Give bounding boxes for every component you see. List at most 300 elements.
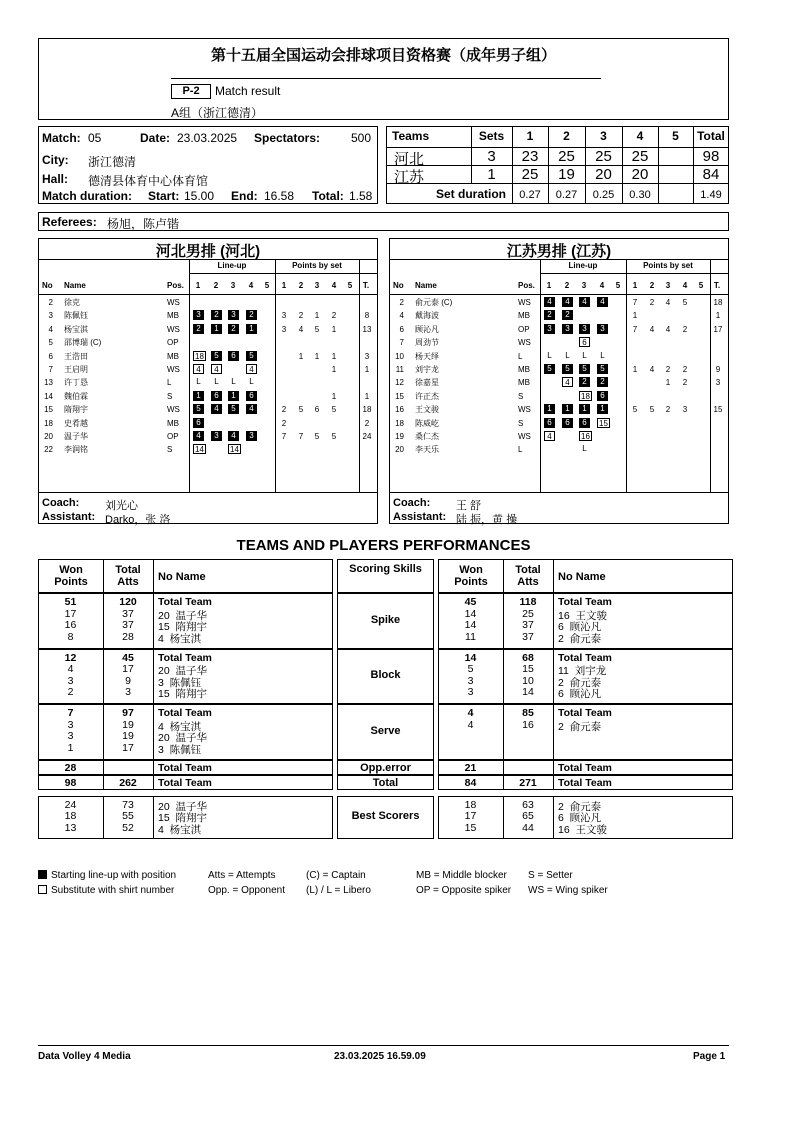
- lineup-libero-cell: L: [196, 377, 201, 387]
- player-entry: 15 隋翔宇: [158, 621, 208, 634]
- no-name-header: No Name: [558, 571, 606, 583]
- points-set-2: 4: [649, 324, 655, 334]
- atts-value: 17: [122, 663, 134, 676]
- atts-value: 9: [125, 674, 131, 687]
- legend-opp: Opp. = Opponent: [208, 885, 286, 896]
- player-name: 戴海波: [415, 311, 439, 321]
- player-row: [390, 323, 728, 336]
- player-name: 徐嘉星: [415, 378, 439, 388]
- points-set-1: 1: [632, 311, 638, 321]
- score-header-teams: Teams: [392, 129, 430, 143]
- points-set-total-header: T.: [362, 281, 370, 290]
- lineup-libero-cell: L: [214, 377, 219, 387]
- points-set-3: 1: [314, 311, 320, 321]
- legend: [38, 868, 738, 902]
- points-set-3: 1: [314, 351, 320, 361]
- points-set-3-header: 3: [314, 281, 320, 290]
- lineup-set-4-header: 4: [599, 281, 605, 290]
- won-points-value: 4: [467, 718, 474, 731]
- player-entry: 20 温子华: [158, 609, 208, 622]
- total-atts-header: Total Atts: [515, 564, 541, 588]
- hall-value: 德清县体育中心体育馆: [88, 174, 209, 188]
- won-points-value: 21: [464, 761, 477, 774]
- footer-timestamp: 23.03.2025 16.59.09: [334, 1051, 426, 1062]
- points-set-2: 1: [298, 351, 304, 361]
- points-total: 1: [364, 391, 370, 401]
- atts-value: 37: [522, 630, 534, 643]
- lineup-start-cell: 6: [562, 418, 573, 428]
- player-row: [390, 390, 728, 403]
- points-set-3: 4: [665, 298, 671, 307]
- player-position: WS: [518, 405, 531, 415]
- score-home-total: 98: [702, 148, 720, 165]
- player-position: MB: [167, 351, 179, 361]
- player-entry: 3 陈佩钰: [158, 676, 202, 689]
- lineup-start-cell: 3: [579, 324, 590, 334]
- player-number: 16: [395, 405, 404, 415]
- team-panel-home: [38, 238, 378, 524]
- score-home-s2: 25: [558, 148, 575, 165]
- player-row: [39, 323, 377, 336]
- player-entry: 4 杨宝淇: [158, 720, 202, 733]
- score-header-1: 1: [526, 129, 534, 143]
- won-points-value: 14: [464, 607, 477, 620]
- points-total: 2: [364, 418, 370, 428]
- atts-value: 271: [519, 776, 537, 789]
- legend-mb: MB = Middle blocker: [416, 870, 507, 881]
- points-set-4: 2: [331, 311, 337, 321]
- player-row: [390, 430, 728, 443]
- lineup-libero-cell: L: [231, 377, 236, 387]
- player-number: 20: [395, 445, 404, 455]
- lineup-start-cell: 2: [544, 310, 555, 320]
- lineup-start-cell: 4: [562, 297, 573, 307]
- points-set-3: 6: [314, 405, 320, 415]
- lineup-sub-cell: 6: [579, 337, 590, 347]
- points-set-4: 1: [331, 391, 337, 401]
- score-home-s1: 23: [521, 148, 539, 165]
- player-entry: 15 隋翔宇: [158, 812, 208, 825]
- points-set-4-header: 4: [682, 281, 688, 290]
- points-total: 1: [715, 311, 721, 321]
- player-position: MB: [167, 418, 179, 428]
- points-set-2-header: 2: [298, 281, 304, 290]
- player-position: WS: [167, 298, 180, 307]
- score-home-s3: 25: [595, 148, 612, 165]
- atts-value: 45: [122, 651, 134, 664]
- lineup-start-cell: 2: [211, 310, 222, 320]
- lineup-sub-cell: 14: [193, 444, 206, 454]
- points-set-4: 1: [331, 365, 337, 374]
- player-number: 18: [395, 418, 404, 428]
- points-set-2: 7: [298, 432, 304, 441]
- points-set-4: 2: [682, 324, 688, 334]
- lineup-start-cell: 3: [246, 431, 257, 441]
- lineup-libero-cell: L: [565, 350, 570, 360]
- atts-value: 3: [125, 686, 131, 699]
- player-entry: 16 王文骏: [558, 823, 608, 836]
- player-position: OP: [167, 338, 179, 348]
- points-set-3: 2: [665, 405, 671, 415]
- match-label: Match:: [42, 131, 81, 145]
- lineup-libero-cell: L: [249, 377, 254, 387]
- team-total-label: Total Team: [158, 596, 212, 608]
- lineup-set-2-header: 2: [213, 281, 219, 290]
- points-set-1: 3: [281, 324, 287, 334]
- set-duration-total: 1.49: [700, 189, 722, 201]
- lineup-start-cell: 6: [246, 391, 257, 401]
- points-set-4: 5: [331, 432, 337, 441]
- lineup-libero-cell: L: [547, 350, 552, 360]
- atts-value: 37: [522, 619, 534, 632]
- team-total-label: Total Team: [158, 776, 212, 789]
- points-set-1: 1: [632, 365, 638, 374]
- points-total: 18: [713, 298, 723, 307]
- player-number: 4: [399, 311, 404, 321]
- won-points-value: 45: [464, 596, 477, 608]
- scoring-skills-header: Scoring Skills: [349, 563, 422, 575]
- team-total-label: Total Team: [558, 776, 612, 789]
- player-row: [39, 430, 377, 443]
- lineup-set-5-header: 5: [615, 281, 621, 290]
- lineup-start-cell: 5: [562, 364, 573, 374]
- lineup-sub-cell: 15: [597, 418, 610, 428]
- end-value: 16.58: [264, 189, 295, 203]
- team-total-label: Total Team: [158, 651, 212, 664]
- player-entry: 2 俞元泰: [558, 720, 602, 733]
- lineup-start-cell: 3: [562, 324, 573, 334]
- won-points-value: 15: [464, 821, 477, 834]
- player-entry: 2 俞元泰: [558, 676, 602, 689]
- lineup-set-5-header: 5: [264, 281, 270, 290]
- page-title: 第十五届全国运动会排球项目资格赛（成年男子组）: [210, 47, 556, 64]
- lineup-start-cell: 4: [597, 297, 608, 307]
- player-number: 13: [44, 378, 53, 388]
- team-total-label: Total Team: [558, 761, 612, 774]
- lineup-start-cell: 2: [193, 324, 204, 334]
- lineup-start-cell: 6: [597, 391, 608, 401]
- player-entry: 3 陈佩钰: [158, 743, 202, 756]
- points-set-3: 5: [314, 324, 320, 334]
- points-total: 18: [362, 405, 372, 415]
- player-entry: 4 杨宝淇: [158, 632, 202, 645]
- lineup-set-4-header: 4: [248, 281, 254, 290]
- player-name: 王启明: [64, 365, 88, 374]
- player-entry: 16 王文骏: [558, 609, 608, 622]
- player-position: MB: [518, 311, 530, 321]
- atts-value: 10: [522, 674, 534, 687]
- player-name: 陈佩钰: [64, 311, 88, 321]
- col-no-header: No: [393, 281, 404, 290]
- lineup-start-cell: 5: [193, 404, 204, 414]
- filled-square-icon: [38, 870, 47, 879]
- player-row: [390, 417, 728, 430]
- points-set-1: 2: [281, 405, 287, 415]
- won-points-value: 1: [67, 741, 74, 754]
- score-header-4: 4: [636, 129, 644, 143]
- lineup-start-cell: 1: [246, 324, 257, 334]
- player-number: 2: [399, 298, 404, 307]
- player-row: [390, 350, 728, 363]
- player-row: [39, 376, 377, 389]
- player-row: [390, 403, 728, 416]
- player-number: 19: [395, 432, 404, 441]
- lineup-start-cell: 6: [193, 418, 204, 428]
- lineup-start-cell: 5: [211, 351, 222, 361]
- lineup-sub-cell: 14: [228, 444, 241, 454]
- won-points-value: 14: [464, 651, 477, 664]
- lineup-header: Line-up: [568, 261, 598, 270]
- assistant-names: 陆 振，黄 操: [456, 514, 518, 526]
- lineup-set-1-header: 1: [195, 281, 201, 290]
- won-points-value: 3: [67, 730, 74, 743]
- player-row: [390, 376, 728, 389]
- lineup-start-cell: 6: [579, 418, 590, 428]
- won-points-value: 18: [64, 810, 77, 823]
- lineup-start-cell: 2: [562, 310, 573, 320]
- points-set-3: 2: [665, 365, 671, 374]
- start-label: Start:: [148, 189, 180, 203]
- lineup-sub-cell: 4: [193, 364, 204, 374]
- points-set-1: 2: [281, 418, 287, 428]
- legend-ws: WS = Wing spiker: [528, 885, 608, 896]
- score-header-sets: Sets: [478, 129, 505, 143]
- atts-value: 19: [122, 718, 134, 731]
- points-set-2: 2: [649, 298, 655, 307]
- score-away-s3: 20: [595, 166, 612, 183]
- player-number: 6: [399, 324, 404, 334]
- won-points-value: 2: [67, 686, 74, 699]
- total-atts-header: Total Atts: [115, 564, 141, 588]
- score-table: [386, 126, 729, 204]
- points-set-1: 3: [281, 311, 287, 321]
- assistant-label: Assistant:: [393, 511, 447, 523]
- won-points-value: 98: [64, 776, 77, 789]
- coach-name: 刘光心: [105, 500, 138, 512]
- player-number: 11: [395, 365, 404, 374]
- lineup-start-cell: 6: [228, 351, 239, 361]
- lineup-sub-cell: 4: [562, 377, 573, 387]
- legend-captain: (C) = Captain: [306, 870, 366, 881]
- points-set-2: 4: [649, 365, 655, 374]
- player-number: 12: [395, 378, 404, 388]
- points-set-4: 2: [682, 365, 688, 374]
- points-header: Points by set: [643, 261, 693, 270]
- lineup-sub-cell: 18: [579, 391, 592, 401]
- lineup-start-cell: 5: [597, 364, 608, 374]
- player-name: 刘宇龙: [415, 365, 439, 374]
- player-position: L: [518, 351, 523, 361]
- player-position: MB: [518, 365, 530, 374]
- player-position: WS: [167, 324, 180, 334]
- skill-block: Block: [370, 669, 401, 682]
- player-number: 5: [48, 338, 53, 348]
- lineup-start-cell: 1: [193, 391, 204, 401]
- player-entry: 20 温子华: [158, 800, 208, 813]
- player-position: S: [167, 445, 173, 455]
- atts-value: 85: [522, 707, 534, 719]
- player-position: S: [518, 391, 524, 401]
- spectators-value: 500: [351, 131, 372, 145]
- points-set-3: 4: [665, 324, 671, 334]
- atts-value: 37: [122, 607, 134, 620]
- won-points-value: 3: [467, 674, 474, 687]
- player-row: [39, 350, 377, 363]
- score-header-3: 3: [600, 129, 607, 143]
- player-name: 温子华: [64, 432, 88, 441]
- points-set-3: 5: [314, 432, 320, 441]
- won-points-header: Won Points: [54, 564, 88, 588]
- points-set-4: 1: [331, 351, 337, 361]
- player-number: 18: [44, 418, 53, 428]
- skill-total: Total: [372, 776, 399, 789]
- group-label: A组（浙江德清）: [171, 106, 264, 120]
- legend-libero: (L) / L = Libero: [306, 885, 371, 896]
- duration-label: Match duration:: [42, 189, 132, 203]
- player-row: [390, 309, 728, 322]
- player-row: [39, 363, 377, 376]
- score-home-sets: 3: [487, 148, 496, 165]
- skill-opp-error: Opp.error: [360, 761, 411, 774]
- lineup-start-cell: 3: [193, 310, 204, 320]
- lineup-start-cell: 5: [228, 404, 239, 414]
- legend-atts: Atts = Attempts: [208, 870, 276, 881]
- player-row: [390, 296, 728, 309]
- lineup-set-3-header: 3: [230, 281, 236, 290]
- player-name: 许丁恳: [64, 378, 88, 388]
- score-away-total: 84: [702, 166, 720, 183]
- player-number: 22: [44, 445, 53, 455]
- hall-label: Hall:: [42, 172, 69, 186]
- player-entry: 20 温子华: [158, 665, 208, 678]
- player-number: 15: [395, 391, 404, 401]
- won-points-value: 8: [67, 630, 74, 643]
- lineup-start-cell: 2: [228, 324, 239, 334]
- player-row: [390, 443, 728, 456]
- won-points-value: 84: [464, 776, 477, 789]
- legend-starting: Starting line-up with position: [38, 870, 176, 881]
- points-total: 1: [364, 365, 370, 374]
- points-set-total-header: T.: [713, 281, 721, 290]
- won-points-value: 24: [64, 798, 77, 811]
- player-name: 李润铭: [64, 445, 88, 455]
- player-entry: 2 俞元泰: [558, 632, 602, 645]
- legend-op: OP = Opposite spiker: [416, 885, 512, 896]
- player-position: L: [518, 445, 523, 455]
- lineup-start-cell: 3: [228, 310, 239, 320]
- player-name: 魏伯霖: [64, 391, 88, 401]
- won-points-value: 3: [67, 718, 74, 731]
- player-entry: 15 隋翔宇: [158, 688, 208, 701]
- team-total-label: Total Team: [158, 707, 212, 719]
- points-total: 24: [362, 432, 372, 441]
- assistant-label: Assistant:: [42, 511, 96, 523]
- won-points-value: 4: [467, 707, 474, 719]
- player-position: WS: [167, 405, 180, 415]
- player-position: WS: [518, 338, 531, 348]
- points-total: 17: [713, 324, 723, 334]
- player-entry: 2 俞元泰: [558, 800, 602, 813]
- set-duration-label: Set duration: [435, 187, 506, 201]
- player-row: [390, 336, 728, 349]
- team-total-label: Total Team: [558, 596, 612, 608]
- atts-value: 120: [119, 596, 137, 608]
- set-duration-2: 0.27: [555, 189, 578, 201]
- total-value: 1.58: [349, 189, 373, 203]
- atts-value: 65: [522, 810, 534, 823]
- won-points-value: 18: [464, 798, 477, 811]
- set-duration-4: 0.30: [629, 189, 651, 201]
- player-position: WS: [518, 432, 531, 441]
- lineup-libero-cell: L: [600, 350, 605, 360]
- lineup-set-3-header: 3: [581, 281, 587, 290]
- player-name: 史肴越: [64, 418, 88, 428]
- points-set-4: 3: [682, 405, 688, 415]
- atts-value: 262: [119, 776, 137, 789]
- points-set-2: 5: [649, 405, 655, 415]
- report-code: P-2: [171, 84, 211, 99]
- won-points-value: 28: [64, 761, 77, 774]
- won-points-value: 51: [64, 596, 77, 608]
- city-label: City:: [42, 153, 69, 167]
- player-number: 15: [44, 405, 53, 415]
- score-home-team: 河北: [394, 151, 425, 168]
- score-header-total: Total: [697, 129, 725, 143]
- player-position: WS: [518, 298, 531, 307]
- lineup-start-cell: 1: [597, 404, 608, 414]
- legend-s: S = Setter: [528, 870, 573, 881]
- coach-label: Coach:: [393, 497, 431, 509]
- score-away-s1: 25: [521, 166, 539, 183]
- lineup-start-cell: 3: [597, 324, 608, 334]
- lineup-libero-cell: L: [582, 444, 587, 454]
- lineup-start-cell: 4: [246, 404, 257, 414]
- lineup-sub-cell: 4: [211, 364, 222, 374]
- lineup-start-cell: 1: [562, 404, 573, 414]
- footer-rule: [38, 1045, 729, 1046]
- spectators-label: Spectators:: [254, 131, 321, 145]
- lineup-start-cell: 6: [211, 391, 222, 401]
- atts-value: 68: [522, 651, 534, 664]
- score-away-s4: 20: [631, 166, 649, 183]
- points-set-4: 1: [331, 324, 337, 334]
- score-home-s4: 25: [631, 148, 649, 165]
- team-total-label: Total Team: [558, 707, 612, 719]
- score-away-s2: 19: [558, 166, 575, 183]
- start-value: 15.00: [184, 189, 215, 203]
- skill-spike: Spike: [370, 613, 401, 626]
- lineup-start-cell: 3: [544, 324, 555, 334]
- skill-best-scorers: Best Scorers: [351, 810, 420, 822]
- points-total: 8: [364, 311, 370, 321]
- player-number: 4: [48, 324, 53, 334]
- lineup-start-cell: 5: [579, 364, 590, 374]
- set-duration-1: 0.27: [519, 189, 541, 201]
- player-row: [39, 336, 377, 349]
- player-position: OP: [518, 324, 530, 334]
- col-name-header: Name: [64, 281, 86, 290]
- player-row: [390, 363, 728, 376]
- points-set-4: 2: [682, 378, 688, 388]
- lineup-start-cell: 4: [544, 297, 555, 307]
- player-name: 周劲节: [415, 338, 439, 348]
- col-pos-header: Pos.: [167, 281, 184, 290]
- match-info-box: [38, 126, 378, 204]
- score-header-5: 5: [672, 129, 679, 143]
- atts-value: 73: [122, 798, 134, 811]
- player-number: 7: [399, 338, 404, 348]
- player-name: 顾沁凡: [415, 324, 439, 334]
